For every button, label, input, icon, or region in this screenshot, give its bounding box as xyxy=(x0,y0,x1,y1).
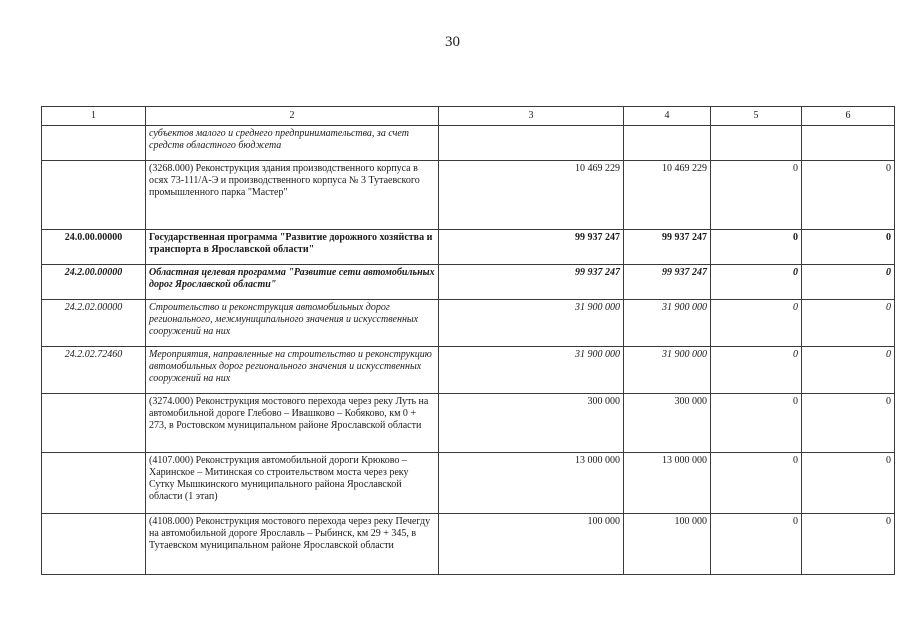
row-name: Строительство и реконструкция автомобильных дорог регионального, межмуниципального значения и искусственных сооружений на них xyxy=(146,300,439,347)
row-value-col5: 0 xyxy=(711,230,802,265)
row-value-col4 xyxy=(624,126,711,161)
row-name: (3274.000) Реконструкция мостового перехода через реку Луть на автомобильной дороге Глебово – Ивашково – Кобяково, км 0 + 273, в Ростовском муниципальном районе Ярославской области xyxy=(146,394,439,453)
row-name: (4107.000) Реконструкция автомобильной дороги Крюково – Харинское – Митинская со строительством моста через реку Сутку Мышкинского муниципального района Ярославской области (1 этап) xyxy=(146,453,439,514)
row-value-total: 99 937 247 xyxy=(439,265,624,300)
table-row xyxy=(42,514,895,575)
column-header: 3 xyxy=(439,107,624,126)
table-row xyxy=(42,347,895,394)
row-value-col5: 0 xyxy=(711,514,802,575)
row-value-col5: 0 xyxy=(711,265,802,300)
row-value-col4: 99 937 247 xyxy=(624,265,711,300)
row-value-col6: 0 xyxy=(802,347,895,394)
column-header: 1 xyxy=(42,107,146,126)
row-value-total: 99 937 247 xyxy=(439,230,624,265)
row-value-col6: 0 xyxy=(802,230,895,265)
row-code xyxy=(42,453,146,514)
row-value-total: 300 000 xyxy=(439,394,624,453)
row-code xyxy=(42,394,146,453)
row-value-col5: 0 xyxy=(711,161,802,230)
row-code: 24.0.00.00000 xyxy=(42,230,146,265)
table-row xyxy=(42,265,895,300)
table-row xyxy=(42,300,895,347)
row-name: Областная целевая программа "Развитие сети автомобильных дорог Ярославской области" xyxy=(146,265,439,300)
row-code: 24.2.00.00000 xyxy=(42,265,146,300)
table-body xyxy=(42,126,895,575)
row-value-total: 31 900 000 xyxy=(439,300,624,347)
row-value-col5: 0 xyxy=(711,347,802,394)
row-code: 24.2.02.00000 xyxy=(42,300,146,347)
row-value-col4: 100 000 xyxy=(624,514,711,575)
table-row xyxy=(42,126,895,161)
budget-table xyxy=(41,106,895,575)
row-code xyxy=(42,126,146,161)
row-value-col5: 0 xyxy=(711,300,802,347)
row-value-total xyxy=(439,126,624,161)
column-header: 2 xyxy=(146,107,439,126)
row-value-col6: 0 xyxy=(802,300,895,347)
row-name: субъектов малого и среднего предпринимательства, за счет средств областного бюджета xyxy=(146,126,439,161)
row-value-col6: 0 xyxy=(802,394,895,453)
row-name: Государственная программа "Развитие дорожного хозяйства и транспорта в Ярославской области" xyxy=(146,230,439,265)
row-value-col6: 0 xyxy=(802,161,895,230)
column-header: 4 xyxy=(624,107,711,126)
page-number: 30 xyxy=(445,34,460,50)
table-header-row xyxy=(42,107,895,126)
row-value-col4: 10 469 229 xyxy=(624,161,711,230)
column-header: 5 xyxy=(711,107,802,126)
table-row xyxy=(42,453,895,514)
row-value-col6 xyxy=(802,126,895,161)
row-value-col6: 0 xyxy=(802,453,895,514)
row-value-col5 xyxy=(711,126,802,161)
row-value-col6: 0 xyxy=(802,514,895,575)
row-value-total: 31 900 000 xyxy=(439,347,624,394)
column-header: 6 xyxy=(802,107,895,126)
row-code: 24.2.02.72460 xyxy=(42,347,146,394)
row-value-col4: 13 000 000 xyxy=(624,453,711,514)
row-value-col5: 0 xyxy=(711,394,802,453)
row-value-col4: 300 000 xyxy=(624,394,711,453)
row-value-col4: 99 937 247 xyxy=(624,230,711,265)
row-code xyxy=(42,514,146,575)
table-row xyxy=(42,230,895,265)
row-value-total: 13 000 000 xyxy=(439,453,624,514)
row-value-col4: 31 900 000 xyxy=(624,347,711,394)
row-value-total: 100 000 xyxy=(439,514,624,575)
row-value-col4: 31 900 000 xyxy=(624,300,711,347)
row-name: (4108.000) Реконструкция мостового перехода через реку Печегду на автомобильной дороге Ярославль – Рыбинск, км 29 + 345, в Тутаевском муниципальном районе Ярославской области xyxy=(146,514,439,575)
row-value-col5: 0 xyxy=(711,453,802,514)
table-row xyxy=(42,161,895,230)
table-row xyxy=(42,394,895,453)
row-name: (3268.000) Реконструкция здания производственного корпуса в осях 73-111/А-Э и производственного корпуса № 3 Тутаевского промышленного парка "Мастер" xyxy=(146,161,439,230)
row-name: Мероприятия, направленные на строительство и реконструкцию автомобильных дорог регионального значения и искусственных сооружений на них xyxy=(146,347,439,394)
row-value-col6: 0 xyxy=(802,265,895,300)
row-code xyxy=(42,161,146,230)
row-value-total: 10 469 229 xyxy=(439,161,624,230)
